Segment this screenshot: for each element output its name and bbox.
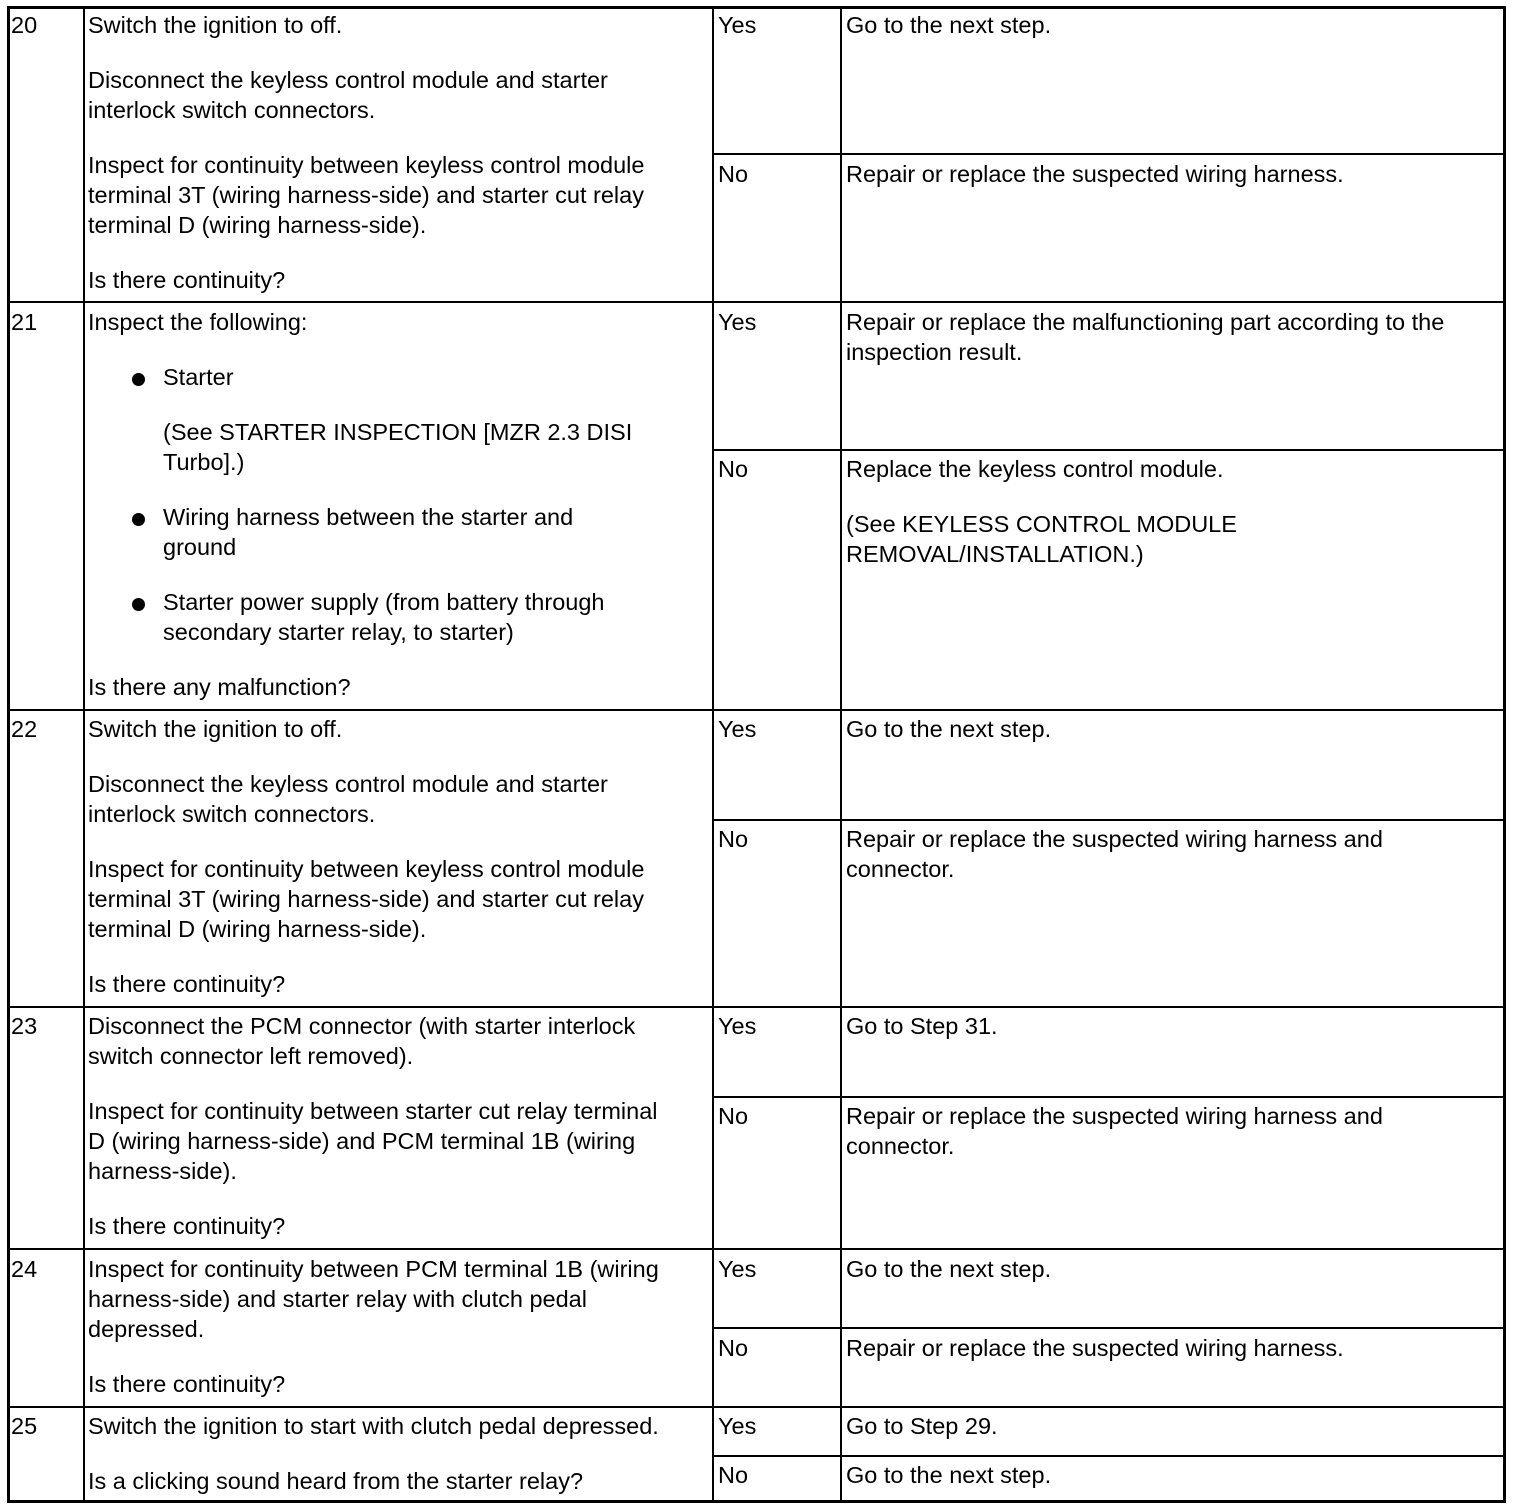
- yes-label: Yes: [718, 12, 757, 38]
- yes-action: inspection result.: [846, 339, 1023, 365]
- yes-action: Go to Step 29.: [846, 1413, 998, 1439]
- inspection-text: harness-side).: [88, 1158, 237, 1184]
- bullet-item-text: ground: [163, 534, 237, 560]
- row-divider: [7, 1406, 1506, 1408]
- bullet-icon: [132, 373, 145, 386]
- no-action: connector.: [846, 856, 955, 882]
- inspection-text: Inspect for continuity between keyless control module: [88, 856, 645, 882]
- result-divider: [713, 1455, 1506, 1457]
- step-number: 22: [11, 716, 38, 742]
- inspection-text: harness-side) and starter relay with clutch pedal: [88, 1286, 587, 1312]
- inspection-text: switch connector left removed).: [88, 1043, 414, 1069]
- inspection-text: Is a clicking sound heard from the starter relay?: [88, 1468, 584, 1494]
- row-divider: [7, 709, 1506, 711]
- yes-action: Repair or replace the malfunctioning part according to the: [846, 309, 1445, 335]
- no-label: No: [718, 161, 749, 187]
- bullet-item-text: Turbo].): [163, 449, 245, 475]
- inspection-text: Switch the ignition to start with clutch pedal depressed.: [88, 1413, 659, 1439]
- yes-action: Go to Step 31.: [846, 1013, 998, 1039]
- inspection-text: Is there continuity?: [88, 267, 286, 293]
- inspection-text: Is there any malfunction?: [88, 674, 351, 700]
- yes-label: Yes: [718, 1256, 757, 1282]
- row-divider: [7, 1006, 1506, 1008]
- inspection-text: terminal D (wiring harness-side).: [88, 916, 427, 942]
- bullet-item-text: Wiring harness between the starter and: [163, 504, 574, 530]
- no-action: Repair or replace the suspected wiring harness.: [846, 1335, 1344, 1361]
- bullet-item-text: (See STARTER INSPECTION [MZR 2.3 DISI: [163, 419, 633, 445]
- result-divider: [713, 819, 1506, 821]
- inspection-text: Disconnect the keyless control module and starter: [88, 771, 608, 797]
- yes-label: Yes: [718, 1013, 757, 1039]
- step-number: 25: [11, 1413, 38, 1439]
- inspection-text: Inspect the following:: [88, 309, 308, 335]
- no-action: Repair or replace the suspected wiring harness and: [846, 1103, 1383, 1129]
- column-divider: [712, 6, 714, 1503]
- no-action: Repair or replace the suspected wiring harness.: [846, 161, 1344, 187]
- no-label: No: [718, 1335, 749, 1361]
- yes-action: Go to the next step.: [846, 1256, 1052, 1282]
- bullet-item-text: Starter power supply (from battery through: [163, 589, 605, 615]
- no-action: (See KEYLESS CONTROL MODULE: [846, 511, 1237, 537]
- step-number: 21: [11, 309, 38, 335]
- result-divider: [713, 449, 1506, 451]
- inspection-text: D (wiring harness-side) and PCM terminal 1B (wiring: [88, 1128, 636, 1154]
- no-label: No: [718, 1103, 749, 1129]
- yes-label: Yes: [718, 716, 757, 742]
- no-action: Go to the next step.: [846, 1462, 1052, 1488]
- inspection-text: Inspect for continuity between keyless control module: [88, 152, 645, 178]
- inspection-text: Is there continuity?: [88, 1371, 286, 1397]
- result-divider: [713, 153, 1506, 155]
- no-label: No: [718, 1462, 749, 1488]
- no-action: REMOVAL/INSTALLATION.): [846, 541, 1144, 567]
- inspection-text: Is there continuity?: [88, 1213, 286, 1239]
- inspection-text: terminal D (wiring harness-side).: [88, 212, 427, 238]
- inspection-text: depressed.: [88, 1316, 205, 1342]
- inspection-text: interlock switch connectors.: [88, 97, 376, 123]
- no-action: Replace the keyless control module.: [846, 456, 1224, 482]
- inspection-text: Switch the ignition to off.: [88, 12, 343, 38]
- result-divider: [713, 1096, 1506, 1098]
- inspection-text: interlock switch connectors.: [88, 801, 376, 827]
- yes-action: Go to the next step.: [846, 12, 1052, 38]
- bullet-item-text: secondary starter relay, to starter): [163, 619, 514, 645]
- step-number: 24: [11, 1256, 38, 1282]
- yes-label: Yes: [718, 1413, 757, 1439]
- step-number: 23: [11, 1013, 38, 1039]
- no-action: connector.: [846, 1133, 955, 1159]
- result-divider: [713, 1327, 1506, 1329]
- bullet-icon: [132, 598, 145, 611]
- column-divider: [83, 6, 85, 1503]
- yes-label: Yes: [718, 309, 757, 335]
- inspection-text: Disconnect the keyless control module and starter: [88, 67, 608, 93]
- row-divider: [7, 301, 1506, 303]
- bullet-item-text: Starter: [163, 364, 234, 390]
- inspection-text: Inspect for continuity between PCM terminal 1B (wiring: [88, 1256, 659, 1282]
- row-divider: [7, 1248, 1506, 1250]
- no-label: No: [718, 826, 749, 852]
- inspection-text: Is there continuity?: [88, 971, 286, 997]
- inspection-text: Inspect for continuity between starter cut relay terminal: [88, 1098, 658, 1124]
- column-divider: [840, 6, 842, 1503]
- step-number: 20: [11, 12, 38, 38]
- yes-action: Go to the next step.: [846, 716, 1052, 742]
- bullet-icon: [132, 513, 145, 526]
- inspection-text: Disconnect the PCM connector (with starter interlock: [88, 1013, 636, 1039]
- no-action: Repair or replace the suspected wiring harness and: [846, 826, 1383, 852]
- inspection-text: terminal 3T (wiring harness-side) and starter cut relay: [88, 182, 644, 208]
- inspection-text: terminal 3T (wiring harness-side) and starter cut relay: [88, 886, 644, 912]
- no-label: No: [718, 456, 749, 482]
- inspection-text: Switch the ignition to off.: [88, 716, 343, 742]
